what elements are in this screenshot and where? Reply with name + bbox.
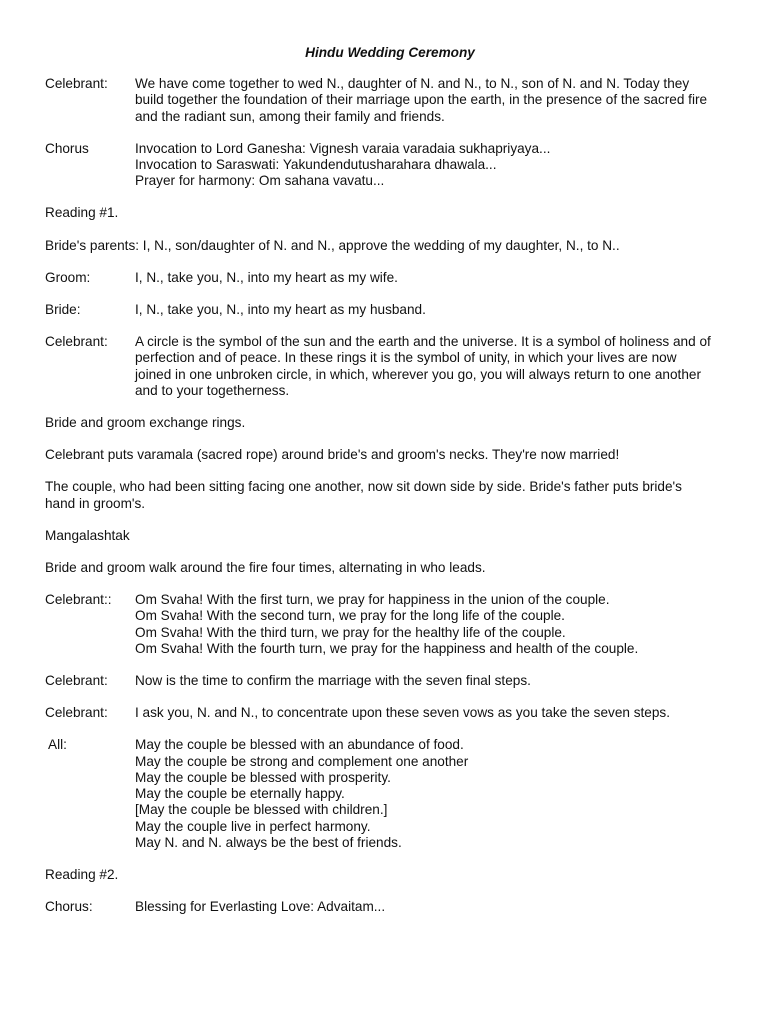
- text-line: Now is the time to confirm the marriage with the seven final steps.: [135, 673, 531, 689]
- speech-block: [45, 270, 735, 286]
- text-line: The couple, who had been sitting facing one another, now sit down side by side. Bride's father puts bride's: [45, 479, 682, 495]
- speaker-label: Chorus: [45, 140, 89, 156]
- text-line: May the couple be blessed with an abundance of food.: [135, 737, 464, 753]
- speech-text: [135, 141, 735, 190]
- text-line: Om Svaha! With the first turn, we pray for happiness in the union of the couple.: [135, 592, 610, 608]
- paragraph: [45, 528, 735, 544]
- text-line: Prayer for harmony: Om sahana vavatu...: [135, 173, 385, 189]
- speech-text: [135, 302, 735, 318]
- text-line: May the couple be strong and complement one another: [135, 753, 469, 769]
- speech-text: [135, 334, 735, 399]
- text-line: May the couple be eternally happy.: [135, 786, 345, 802]
- speech-text: [135, 592, 735, 657]
- speech-text: [135, 673, 735, 689]
- text-line: Bride and groom walk around the fire four times, alternating in who leads.: [45, 560, 486, 576]
- text-line: and to your togetherness.: [135, 382, 290, 398]
- text-line: Invocation to Saraswati: Yakundendutusharahara dhawala...: [135, 157, 497, 173]
- document-body: [45, 76, 735, 915]
- speaker-label: Chorus:: [45, 899, 93, 915]
- text-line: We have come together to wed N., daughter of N. and N., to N., son of N. and N. Today they: [135, 76, 690, 92]
- text-line: I ask you, N. and N., to concentrate upon these seven vows as you take the seven steps.: [135, 705, 670, 721]
- text-line: Bride and groom exchange rings.: [45, 415, 246, 431]
- paragraph: [45, 867, 735, 883]
- text-line: Blessing for Everlasting Love: Advaitam...: [135, 899, 386, 915]
- text-line: Invocation to Lord Ganesha: Vignesh varaia varadaia sukhapriyaya...: [135, 140, 551, 156]
- text-line: hand in groom's.: [45, 495, 146, 511]
- text-line: May N. and N. always be the best of friends.: [135, 834, 402, 850]
- speaker-label: Celebrant::: [45, 592, 112, 608]
- speech-block: [45, 899, 735, 915]
- text-line: May the couple live in perfect harmony.: [135, 818, 371, 834]
- speaker-label: Celebrant:: [45, 76, 108, 92]
- speech-text: [135, 705, 735, 721]
- text-line: Om Svaha! With the fourth turn, we pray for the happiness and health of the couple.: [135, 640, 639, 656]
- text-line: joined in one unbroken circle, in which, wherever you go, you will always return to one another: [135, 366, 701, 382]
- speech-text: [135, 899, 735, 915]
- speech-block: [45, 76, 735, 125]
- speech-block: [45, 302, 735, 318]
- text-line: I, N., take you, N., into my heart as my wife.: [135, 269, 398, 285]
- speaker-label: Groom:: [45, 269, 91, 285]
- text-line: Reading #2.: [45, 866, 119, 882]
- speech-text: [135, 76, 735, 125]
- text-line: Celebrant puts varamala (sacred rope) around bride's and groom's necks. They're now married!: [45, 447, 620, 463]
- text-line: A circle is the symbol of the sun and the earth and the universe. It is a symbol of holiness and of: [135, 334, 711, 350]
- text-line: Om Svaha! With the second turn, we pray for the long life of the couple.: [135, 608, 565, 624]
- speech-block: [45, 334, 735, 399]
- speaker-label: Celebrant:: [45, 334, 108, 350]
- speech-block: [45, 705, 735, 721]
- text-line: I, N., take you, N., into my heart as my husband.: [135, 302, 426, 318]
- paragraph: [45, 415, 735, 431]
- speech-block: [45, 673, 735, 689]
- document-title: Hindu Wedding Ceremony: [305, 45, 475, 60]
- speech-block: [45, 737, 735, 850]
- paragraph: [45, 238, 735, 254]
- paragraph: [45, 447, 735, 463]
- speaker-label: Bride:: [45, 302, 81, 318]
- speaker-label: Celebrant:: [45, 705, 108, 721]
- text-line: perfection and of peace. In these rings it is the symbol of unity, in which your lives are now: [135, 350, 677, 366]
- text-line: Bride's parents: I, N., son/daughter of N. and N., approve the wedding of my daughter, N., to N..: [45, 237, 620, 253]
- paragraph: [45, 560, 735, 576]
- text-line: build together the foundation of their marriage upon the earth, in the presence of the sacred fire: [135, 92, 708, 108]
- paragraph: [45, 479, 735, 511]
- text-line: and the radiant sun, among their family and friends.: [135, 108, 445, 124]
- text-line: May the couple be blessed with prosperity.: [135, 769, 391, 785]
- text-line: Om Svaha! With the third turn, we pray for the healthy life of the couple.: [135, 624, 566, 640]
- document-page: [45, 45, 735, 931]
- speech-text: [135, 737, 735, 850]
- speaker-label: Celebrant:: [45, 673, 108, 689]
- text-line: [May the couple be blessed with children.]: [135, 802, 388, 818]
- text-line: Reading #1.: [45, 205, 119, 221]
- speaker-label: All:: [45, 737, 67, 753]
- paragraph: [45, 205, 735, 221]
- text-line: Mangalashtak: [45, 527, 130, 543]
- speech-text: [135, 270, 735, 286]
- speech-block: [45, 592, 735, 657]
- speech-block: [45, 141, 735, 190]
